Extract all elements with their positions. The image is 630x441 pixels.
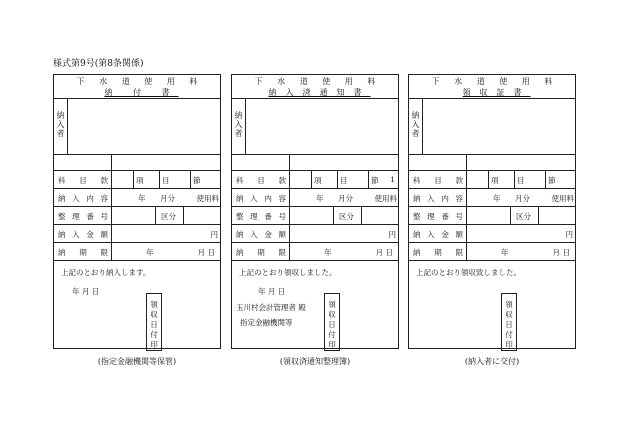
ref-row — [409, 207, 575, 225]
slip-title-line1: 下 水 道 使 用 料 — [431, 77, 559, 86]
slip-form — [408, 74, 576, 349]
ref-number-cell[interactable] — [289, 207, 333, 224]
content-fee: 使用料 — [196, 194, 219, 203]
moku-cell[interactable] — [514, 171, 545, 188]
content-label: 納 入 内 容 — [236, 194, 286, 203]
moku-label: 目 — [340, 176, 348, 185]
blank-row — [232, 155, 398, 171]
slip-title-line2: 領収証書 — [462, 88, 531, 97]
account-label: 科 目 款 — [236, 176, 286, 185]
amount-row — [232, 225, 398, 243]
amount-value-cell[interactable] — [466, 225, 576, 242]
setsu-cell[interactable] — [368, 171, 399, 188]
content-fee: 使用料 — [551, 194, 574, 203]
receipt-area — [54, 261, 220, 350]
amount-unit: 円 — [388, 230, 396, 239]
moku-cell[interactable] — [337, 171, 368, 188]
content-row — [54, 189, 220, 207]
amount-value-cell[interactable] — [289, 225, 399, 242]
date-line: 年 月 日 — [72, 287, 100, 296]
content-value-cell[interactable] — [111, 189, 221, 206]
payer-box[interactable] — [232, 99, 398, 155]
blank-row-divider — [111, 155, 112, 170]
date-line: 年 月 日 — [258, 287, 286, 296]
content-year: 年 — [316, 194, 324, 203]
account-row — [232, 171, 398, 189]
amount-value-cell[interactable] — [111, 225, 221, 242]
slip-form — [53, 74, 221, 349]
content-value-cell[interactable] — [289, 189, 399, 206]
blank-row — [54, 155, 220, 171]
moku-label: 目 — [517, 176, 525, 185]
setsu-cell[interactable] — [545, 171, 576, 188]
amount-label: 納 入 金 額 — [58, 230, 108, 239]
kubun-label: 区分 — [516, 212, 531, 221]
kubun-cell[interactable] — [333, 207, 361, 224]
slip-caption: (領収済通知整理簿) — [279, 357, 351, 366]
slip-form — [231, 74, 399, 349]
due-year: 年 — [501, 248, 509, 257]
receipt-area — [232, 261, 398, 350]
amount-unit: 円 — [565, 230, 573, 239]
receipt-stamp-box: 領 収 日 付 印 — [501, 293, 517, 351]
due-year: 年 — [146, 248, 154, 257]
due-row — [54, 243, 220, 261]
content-label: 納 入 内 容 — [413, 194, 463, 203]
moku-cell[interactable] — [159, 171, 190, 188]
slip-caption: (納入者に交付) — [464, 357, 520, 366]
statement-text: 上記のとおり領収しました。 — [239, 268, 337, 277]
due-label: 納 期 限 — [413, 248, 463, 257]
ref-label: 整 理 番 号 — [58, 212, 108, 221]
amount-row — [409, 225, 575, 243]
blank-row-divider — [289, 155, 290, 170]
amount-unit: 円 — [210, 230, 218, 239]
slip-caption: (指定金融機関等保管) — [97, 357, 177, 366]
account-row — [54, 171, 220, 189]
slip-title-line2: 納 付 書 — [104, 88, 179, 97]
kou-label: 項 — [314, 176, 322, 185]
ref-row — [232, 207, 398, 225]
due-row — [232, 243, 398, 261]
due-row — [409, 243, 575, 261]
ref-number-cell[interactable] — [466, 207, 510, 224]
payer-label: 納 入 者 — [409, 99, 423, 154]
setsu-cell[interactable] — [190, 171, 221, 188]
setsu-label: 節 — [548, 176, 556, 185]
payer-label: 納 入 者 — [54, 99, 68, 154]
kubun-value-cell[interactable] — [361, 207, 399, 224]
kubun-value-cell[interactable] — [538, 207, 576, 224]
ref-label: 整 理 番 号 — [236, 212, 286, 221]
content-fee: 使用料 — [374, 194, 397, 203]
slip-title — [409, 75, 575, 99]
content-row — [232, 189, 398, 207]
content-year: 年 — [493, 194, 501, 203]
content-month: 月分 — [338, 194, 353, 203]
content-label: 納 入 内 容 — [58, 194, 108, 203]
statement-text: 上記のとおり領収致しました。 — [416, 268, 521, 277]
kubun-label: 区分 — [161, 212, 176, 221]
slip-title — [232, 75, 398, 99]
due-date: 月 日 — [197, 248, 215, 257]
payer-box[interactable] — [54, 99, 220, 155]
kan-cell[interactable] — [466, 171, 488, 188]
kan-cell[interactable] — [111, 171, 133, 188]
kan-cell[interactable] — [289, 171, 311, 188]
slip-title-line1: 下 水 道 使 用 料 — [254, 77, 382, 86]
ref-row — [54, 207, 220, 225]
slip-title — [54, 75, 220, 99]
form-heading: 様式第9号(第8条関係) — [53, 59, 144, 69]
bank-line: 指定金融機関等 — [240, 318, 293, 327]
due-value-cell[interactable] — [289, 243, 399, 260]
due-label: 納 期 限 — [236, 248, 286, 257]
due-date: 月 日 — [552, 248, 570, 257]
kubun-label: 区分 — [339, 212, 354, 221]
content-year: 年 — [138, 194, 146, 203]
slip-title-line2: 納入済通知書 — [268, 88, 371, 97]
moku-label: 目 — [162, 176, 170, 185]
due-year: 年 — [324, 248, 332, 257]
receipt-stamp-box: 領 収 日 付 印 — [146, 293, 162, 351]
ref-label: 整 理 番 号 — [413, 212, 463, 221]
treasurer-line: 玉川村会計管理者 殿 — [236, 303, 306, 312]
statement-text: 上記のとおり納入します。 — [61, 268, 151, 277]
account-label: 科 目 款 — [413, 176, 463, 185]
blank-row-divider — [466, 155, 467, 170]
due-value-cell[interactable] — [466, 243, 576, 260]
setsu-value: 1 — [390, 175, 395, 184]
content-value-cell[interactable] — [466, 189, 576, 206]
kubun-value-cell[interactable] — [183, 207, 221, 224]
kou-cell[interactable] — [488, 171, 514, 188]
receipt-stamp-box: 領 収 日 付 印 — [324, 293, 340, 351]
content-month: 月分 — [515, 194, 530, 203]
setsu-label: 節 — [371, 176, 379, 185]
blank-row — [409, 155, 575, 171]
amount-row — [54, 225, 220, 243]
payer-box[interactable] — [409, 99, 575, 155]
amount-label: 納 入 金 額 — [236, 230, 286, 239]
kou-cell[interactable] — [133, 171, 159, 188]
account-row — [409, 171, 575, 189]
kubun-cell[interactable] — [510, 207, 538, 224]
kou-label: 項 — [136, 176, 144, 185]
ref-number-cell[interactable] — [111, 207, 155, 224]
due-value-cell[interactable] — [111, 243, 221, 260]
kubun-cell[interactable] — [155, 207, 183, 224]
due-label: 納 期 限 — [58, 248, 108, 257]
kou-cell[interactable] — [311, 171, 337, 188]
due-date: 月 日 — [375, 248, 393, 257]
payer-label: 納 入 者 — [232, 99, 246, 154]
slip-title-line1: 下 水 道 使 用 料 — [76, 77, 204, 86]
kou-label: 項 — [491, 176, 499, 185]
amount-label: 納 入 金 額 — [413, 230, 463, 239]
setsu-label: 節 — [193, 176, 201, 185]
receipt-area — [409, 261, 575, 350]
content-row — [409, 189, 575, 207]
account-label: 科 目 款 — [58, 176, 108, 185]
content-month: 月分 — [160, 194, 175, 203]
